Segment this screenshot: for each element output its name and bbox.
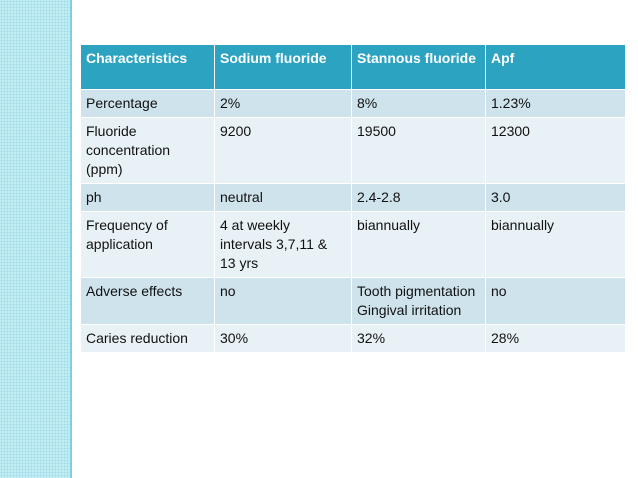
table-cell: biannually: [486, 212, 626, 278]
table-cell: 19500: [352, 118, 486, 184]
decorative-side-line: [70, 0, 72, 478]
header-stannous-fluoride: Stannous fluoride: [352, 45, 486, 90]
table-cell: no: [486, 278, 626, 325]
table-cell: neutral: [215, 184, 352, 212]
table-cell: ph: [81, 184, 215, 212]
table-cell: 28%: [486, 325, 626, 353]
table-cell: Fluoride concentration (ppm): [81, 118, 215, 184]
table-cell: Adverse effects: [81, 278, 215, 325]
table-cell: 1.23%: [486, 90, 626, 118]
table-row: [81, 90, 626, 118]
decorative-side-band: [0, 0, 70, 478]
table-cell: 2.4-2.8: [352, 184, 486, 212]
table-row: [81, 212, 626, 278]
table-cell: 12300: [486, 118, 626, 184]
table-row: [81, 118, 626, 184]
table-cell: 2%: [215, 90, 352, 118]
table-cell: Tooth pigmentation Gingival irritation: [352, 278, 486, 325]
table-cell: Frequency of application: [81, 212, 215, 278]
table-row: [81, 325, 626, 353]
header-apf: Apf: [486, 45, 626, 90]
table-row: [81, 184, 626, 212]
table-header-row: [81, 45, 626, 90]
table-cell: no: [215, 278, 352, 325]
table-cell: biannually: [352, 212, 486, 278]
header-sodium-fluoride: Sodium fluoride: [215, 45, 352, 90]
table-cell: 4 at weekly intervals 3,7,11 & 13 yrs: [215, 212, 352, 278]
table-cell: 9200: [215, 118, 352, 184]
table-cell: Percentage: [81, 90, 215, 118]
table-cell: 32%: [352, 325, 486, 353]
table-row: [81, 278, 626, 325]
table-cell: 8%: [352, 90, 486, 118]
table-cell: 30%: [215, 325, 352, 353]
table-cell: Caries reduction: [81, 325, 215, 353]
fluoride-comparison-table: [80, 44, 626, 353]
table-cell: 3.0: [486, 184, 626, 212]
header-characteristics: Characteristics: [81, 45, 215, 90]
